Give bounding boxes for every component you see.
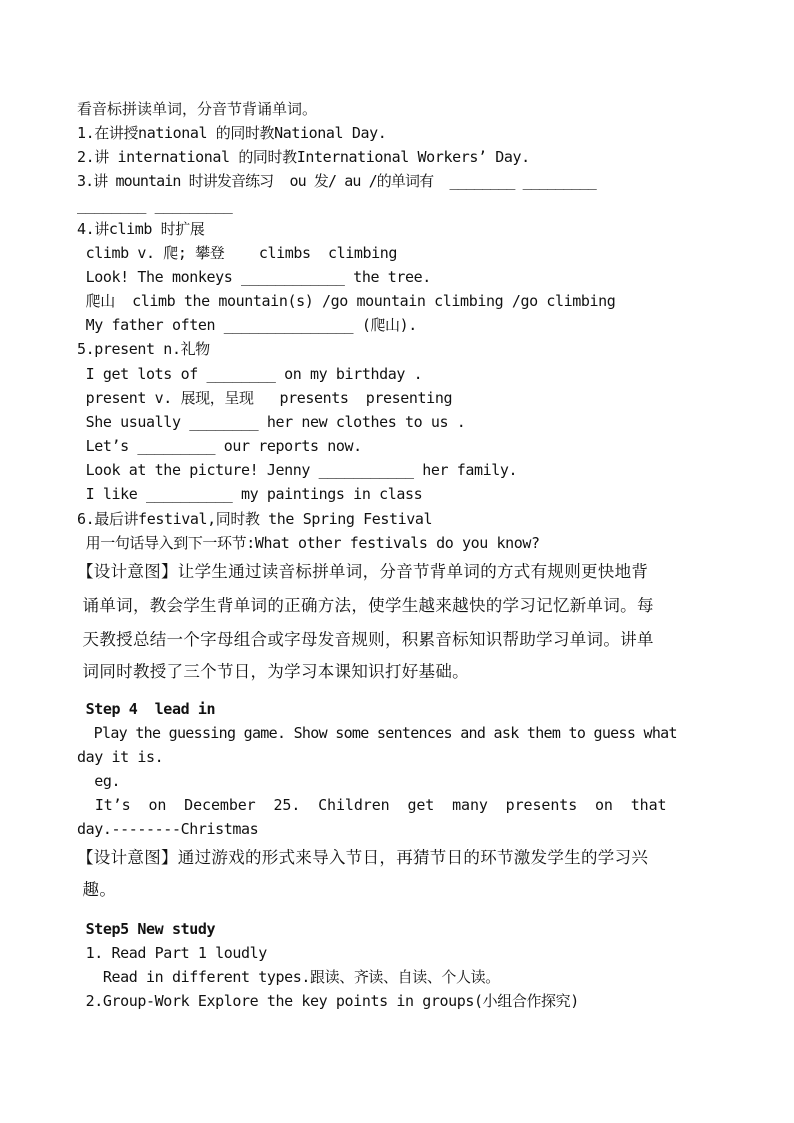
item-6-festival: 6.最后讲festival,同时教 the Spring Festival [77,510,433,528]
climb-definition: climb v. 爬; 攀登 climbs climbing [77,244,397,262]
step-4-example-answer: day.--------Christmas [77,820,259,838]
item-1-national: 1.在讲授national 的同时教National Day. [77,124,387,142]
climb-exercise-father: My father often _______________ (爬山). [77,316,417,334]
design-intent-1-line-1: 【设计意图】让学生通过读音标拼单词，分音节背单词的方式有规则更快地背 [77,562,649,581]
present-exercise-jenny: Look at the picture! Jenny ___________ her family. [77,461,518,479]
step-4-heading: Step 4 lead in [77,700,216,718]
step-4-instruction-cont: day it is. [77,748,164,766]
item-5-present: 5.present n.礼物 [77,340,210,358]
step-4-example-sentence: It’s on December 25. Children get many presents on that [77,796,667,814]
step-5-heading: Step5 New study [77,920,216,938]
step-4-example-label: eg. [77,772,121,790]
transition-question: 用一句话导入到下一环节:What other festivals do you know? [77,534,540,552]
design-intent-1-line-3: 天教授总结一个字母组合或字母发音规则，积累音标知识帮助学习单词。讲单 [77,630,654,649]
item-4-climb: 4.讲climb 时扩展 [77,220,205,238]
step-5-item-2: 2.Group-Work Explore the key points in groups(小组合作探究) [77,992,579,1010]
present-exercise-clothes: She usually ________ her new clothes to us . [77,413,466,431]
design-intent-2-line-1: 【设计意图】通过游戏的形式来导入节日，再猜节日的环节激发学生的学习兴 [77,848,649,867]
design-intent-1-line-4: 词同时教授了三个节日，为学习本课知识打好基础。 [77,662,469,681]
design-intent-1-line-2: 诵单词，教会学生背单词的正确方法，使学生越来越快的学习记忆新单词。每 [77,596,654,615]
design-intent-2-line-2: 趣。 [77,880,117,899]
climb-phrases: 爬山 climb the mountain(s) /go mountain climbing /go climbing [77,292,616,310]
item-3-blanks: ________ _________ [77,196,233,214]
step-5-item-1-detail: Read in different types.跟读、齐读、自读、个人读。 [77,968,500,986]
climb-exercise-monkeys: Look! The monkeys ____________ the tree. [77,268,431,286]
intro-line: 看音标拼读单词，分音节背诵单词。 [77,100,318,118]
step-4-instruction: Play the guessing game. Show some sentences and ask them to guess what [77,724,677,742]
present-exercise-birthday: I get lots of ________ on my birthday . [77,365,423,383]
present-verb-definition: present v. 展现，呈现 presents presenting [77,389,453,407]
item-2-international: 2.讲 international 的同时教International Workers’ Day. [77,148,530,166]
item-3-mountain: 3.讲 mountain 时讲发音练习 ou 发/ au /的单词有 ________ _________ [77,172,596,190]
present-exercise-paintings: I like __________ my paintings in class [77,485,423,503]
step-5-item-1: 1. Read Part 1 loudly [77,944,267,962]
present-exercise-reports: Let’s _________ our reports now. [77,437,362,455]
